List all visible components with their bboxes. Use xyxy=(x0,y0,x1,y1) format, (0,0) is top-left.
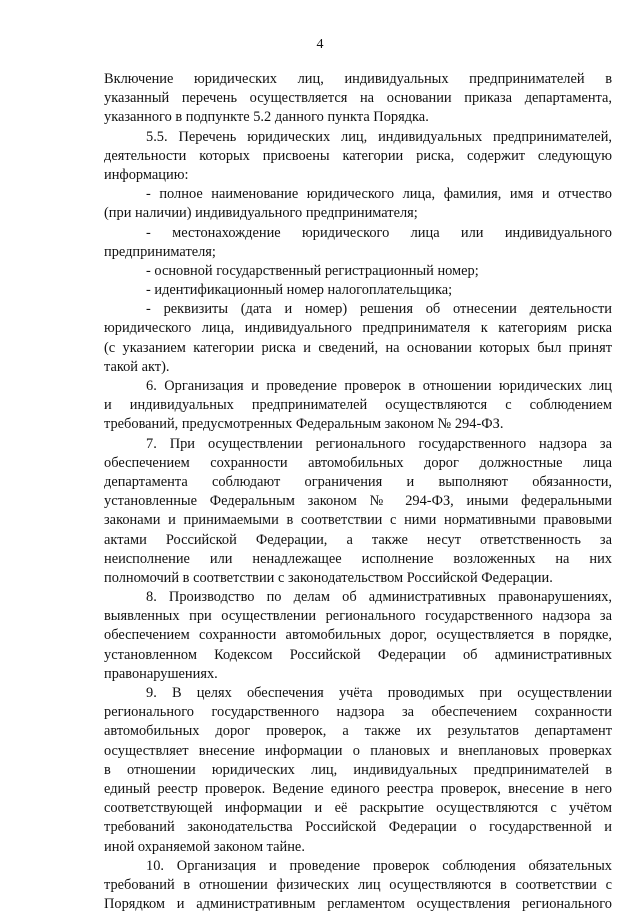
text-line: единый реестр проверок. Ведение единого реестра проверок, внесение в него xyxy=(104,780,612,797)
text-line: автомобильных дорог проверок, а также их результатов департамент xyxy=(104,723,612,740)
text-line: информацию: xyxy=(104,166,189,183)
text-line: обеспечением сохранности автомобильных дорог должностные лица xyxy=(104,454,612,471)
text-line: требований, предусмотренных Федеральным законом № 294-ФЗ. xyxy=(104,416,504,433)
text-line: установленные Федеральным законом № 294-ФЗ, иными федеральными xyxy=(104,493,612,510)
text-line: неисполнение или ненадлежащее исполнение возложенных на них xyxy=(104,550,612,567)
text-line: актами Российской Федерации, а также несут ответственность за xyxy=(104,531,612,548)
text-line: - основной государственный регистрационный номер; xyxy=(146,262,479,279)
text-line: регионального государственного надзора за обеспечением сохранности xyxy=(104,704,612,721)
text-line: 7. При осуществлении регионального государственного надзора за xyxy=(146,435,612,452)
text-line: полномочий в соответствии с законодательством Российской Федерации. xyxy=(104,569,553,586)
text-line: указанный перечень осуществляется на основании приказа департамента, xyxy=(104,90,612,107)
text-line: Включение юридических лиц, индивидуальных предпринимателей в xyxy=(104,71,612,87)
text-line: - реквизиты (дата и номер) решения об отнесении деятельности xyxy=(146,301,612,318)
text-line: законами и принимаемыми в соответствии с ними нормативными правовыми xyxy=(104,512,612,529)
text-line: осуществляет внесение информации о плановых и внеплановых проверках xyxy=(104,742,612,759)
text-line: 10. Организация и проведение проверок соблюдения обязательных xyxy=(146,857,612,874)
text-line: 6. Организация и проведение проверок в отношении юридических лиц xyxy=(146,378,612,394)
text-line: предпринимателя; xyxy=(104,243,216,260)
text-line: требований в отношении физических лиц осуществляются в соответствии с xyxy=(104,876,612,893)
text-line: - полное наименование юридического лица, фамилия, имя и отчество xyxy=(146,186,612,203)
text-line: установленном Кодексом Российской Федерации об административных xyxy=(104,646,612,663)
page-number: 4 xyxy=(316,37,324,52)
text-line: юридического лица, индивидуального предпринимателя к категориям риска xyxy=(104,320,612,337)
text-line: требований законодательства Российской Федерации о государственной и xyxy=(104,819,612,836)
text-line: обеспечением сохранности автомобильных дорог, осуществляется в порядке, xyxy=(104,627,612,644)
text-line: указанного в подпункте 5.2 данного пункта Порядка. xyxy=(104,109,429,126)
text-line: и индивидуальных предпринимателей осуществляются с соблюдением xyxy=(104,397,612,414)
body-text xyxy=(104,70,612,914)
text-line: выявленных при осуществлении регионального государственного надзора за xyxy=(104,608,612,625)
text-line: Порядком и административным регламентом осуществления регионального xyxy=(104,896,612,913)
text-line: (с указанием категории риска и сведений, на основании которых был принят xyxy=(104,339,612,356)
text-line: - идентификационный номер налогоплательщика; xyxy=(146,282,453,299)
text-line: правонарушениях. xyxy=(104,665,218,682)
text-line: такой акт). xyxy=(104,358,170,375)
text-line: 5.5. Перечень юридических лиц, индивидуальных предпринимателей, xyxy=(146,128,612,145)
text-line: в отношении юридических лиц, индивидуальных предпринимателей в xyxy=(104,761,612,778)
text-line: иной охраняемой законом тайне. xyxy=(104,838,305,855)
text-line: - местонахождение юридического лица или индивидуального xyxy=(146,224,612,241)
text-line: деятельности которых присвоены категории риска, содержит следующую xyxy=(104,147,612,164)
text-line: соответствующей информации и её раскрытие осуществляются с учётом xyxy=(104,800,612,817)
text-line: (при наличии) индивидуального предпринимателя; xyxy=(104,205,418,222)
text-line: 8. Производство по делам об административных правонарушениях, xyxy=(146,589,612,606)
text-line: департамента соблюдают ограничения и выполняют обязанности, xyxy=(104,473,612,490)
text-line: 9. В целях обеспечения учёта проводимых при осуществлении xyxy=(146,685,612,701)
